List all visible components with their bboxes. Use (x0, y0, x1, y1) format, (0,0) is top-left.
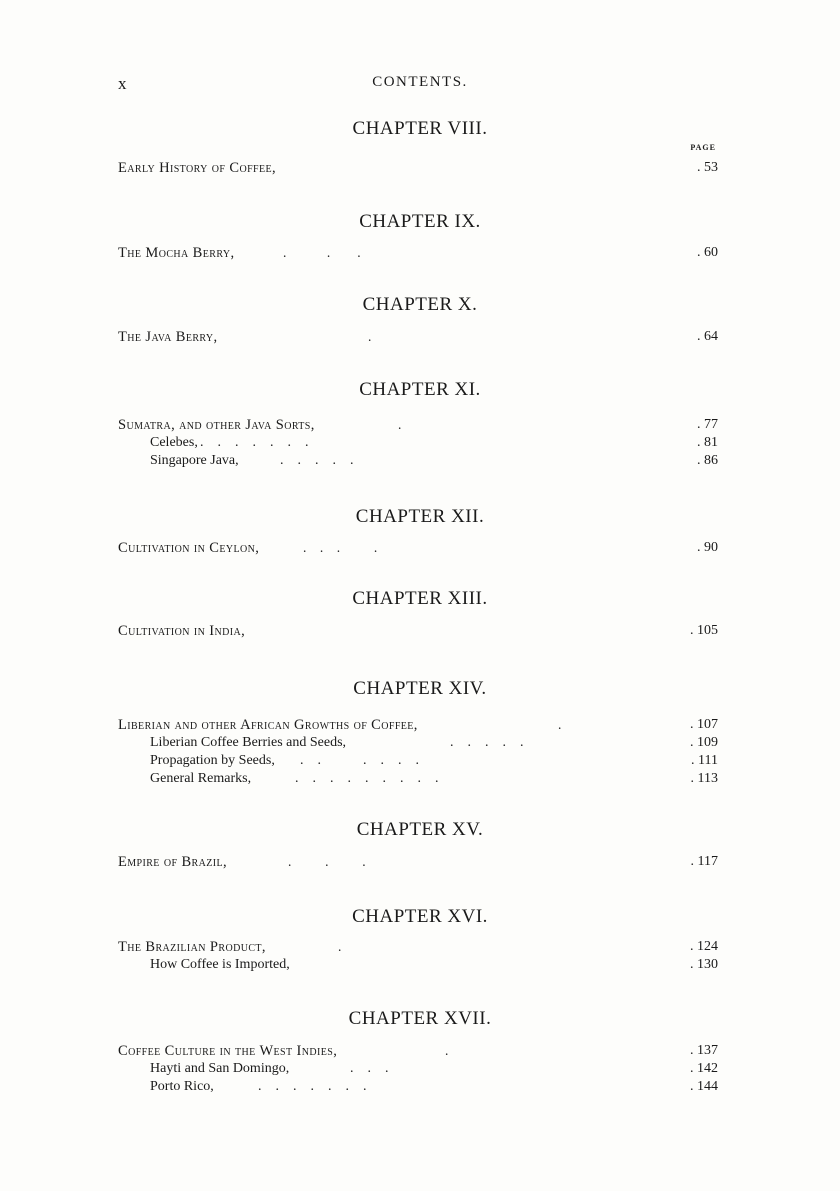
running-head: CONTENTS. (372, 74, 468, 90)
entry-title: Liberian Coffee Berries and Seeds, (150, 735, 347, 750)
dot-leader: . (398, 417, 402, 432)
entry-page-number: . 64 (697, 329, 718, 344)
entry-title: Porto Rico, (150, 1079, 214, 1094)
entry-title: Cultivation in India, (118, 623, 246, 639)
chapter-heading (0, 1008, 840, 1030)
page-column-label: PAGE (690, 143, 716, 152)
toc-subentry[interactable] (150, 956, 718, 974)
entry-page-number: . 117 (690, 854, 718, 869)
entry-title: Hayti and San Domingo, (150, 1061, 290, 1076)
dot-leader: . . . . . . . . . (295, 771, 439, 786)
chapter-heading (0, 211, 840, 233)
toc-entry[interactable] (118, 539, 718, 557)
chapter-heading-text: CHAPTER XV. (356, 819, 484, 840)
chapter-heading (0, 819, 840, 841)
toc-subentry[interactable] (150, 434, 718, 452)
chapter-heading-text: CHAPTER X. (362, 294, 478, 315)
chapter-heading-text: CHAPTER XI. (359, 379, 481, 400)
entry-page-number: . 130 (690, 957, 718, 972)
toc-subentry[interactable] (150, 1060, 718, 1078)
entry-title: Sumatra, and other Java Sorts, (118, 417, 315, 433)
entry-title: The Mocha Berry, (118, 245, 235, 261)
entry-title: How Coffee is Imported, (150, 957, 290, 972)
entry-page-number: . 77 (697, 417, 718, 432)
entry-title: The Java Berry, (118, 329, 218, 345)
entry-page-number: . 90 (697, 540, 718, 555)
chapter-heading-text: CHAPTER XIII. (352, 588, 488, 609)
entry-page-number: . 124 (690, 939, 718, 954)
toc-entry[interactable] (118, 328, 718, 346)
dot-leader: . . . . . . . (200, 435, 309, 450)
dot-leader: . . . . . . . (258, 1079, 367, 1094)
entry-page-number: . 107 (690, 717, 718, 732)
entry-page-number: . 60 (697, 245, 718, 260)
chapter-heading (0, 678, 840, 700)
toc-entry[interactable] (118, 716, 718, 734)
entry-title: Coffee Culture in the West Indies, (118, 1043, 338, 1059)
chapter-heading-text: CHAPTER VIII. (352, 118, 488, 139)
chapter-heading-text: CHAPTER IX. (359, 211, 481, 232)
entry-page-number: . 86 (697, 453, 718, 468)
chapter-heading (0, 294, 840, 316)
toc-entry[interactable] (118, 416, 718, 434)
entry-title: The Brazilian Product, (118, 939, 266, 955)
chapter-heading-text: CHAPTER XVII. (348, 1008, 492, 1029)
dot-leader: . (445, 1043, 449, 1058)
entry-title: Propagation by Seeds, (150, 753, 275, 768)
chapter-heading (0, 118, 840, 140)
entry-page-number: . 142 (690, 1061, 718, 1076)
dot-leader: . (558, 717, 562, 732)
entry-page-number: . 81 (697, 435, 718, 450)
dot-leader: . . . . (303, 540, 378, 555)
dot-leader: . . . (283, 245, 361, 260)
chapter-heading (0, 906, 840, 928)
page-folio: x (118, 74, 128, 93)
entry-page-number: . 113 (690, 771, 718, 786)
chapter-heading-text: CHAPTER XVI. (352, 906, 488, 927)
toc-subentry[interactable] (150, 734, 718, 752)
chapter-heading-text: CHAPTER XII. (355, 506, 485, 527)
dot-leader: . (338, 939, 342, 954)
entry-title: General Remarks, (150, 771, 252, 786)
toc-subentry[interactable] (150, 770, 718, 788)
toc-subentry[interactable] (150, 1078, 718, 1096)
entry-title: Cultivation in Ceylon, (118, 540, 260, 556)
entry-page-number: . 111 (691, 753, 718, 768)
dot-leader: . (368, 329, 372, 344)
entry-title: Celebes, (150, 435, 198, 450)
toc-entry[interactable] (118, 853, 718, 871)
dot-leader: . . . (288, 854, 366, 869)
toc-subentry[interactable] (150, 752, 718, 770)
chapter-heading (0, 588, 840, 610)
entry-title: Empire of Brazil, (118, 854, 227, 870)
chapter-heading-text: CHAPTER XIV. (353, 678, 487, 699)
entry-page-number: . 53 (697, 160, 718, 175)
dot-leader: . . . . . (450, 735, 524, 750)
chapter-heading (0, 379, 840, 401)
entry-page-number: . 144 (690, 1079, 718, 1094)
toc-entry[interactable] (118, 159, 718, 177)
toc-entry[interactable] (118, 938, 718, 956)
toc-entry[interactable] (118, 244, 718, 262)
dot-leader: . . . . . (280, 453, 354, 468)
entry-title: Liberian and other African Growths of Coffee, (118, 717, 418, 733)
entry-title: Singapore Java, (150, 453, 239, 468)
toc-entry[interactable] (118, 622, 718, 640)
entry-page-number: . 105 (690, 623, 718, 638)
entry-title: Early History of Coffee, (118, 160, 277, 176)
dot-leader: . . . (350, 1061, 389, 1076)
toc-subentry[interactable] (150, 452, 718, 470)
dot-leader: . . . . . . (300, 753, 419, 768)
toc-entry[interactable] (118, 1042, 718, 1060)
chapter-heading (0, 506, 840, 528)
entry-page-number: . 109 (690, 735, 718, 750)
entry-page-number: . 137 (690, 1043, 718, 1058)
